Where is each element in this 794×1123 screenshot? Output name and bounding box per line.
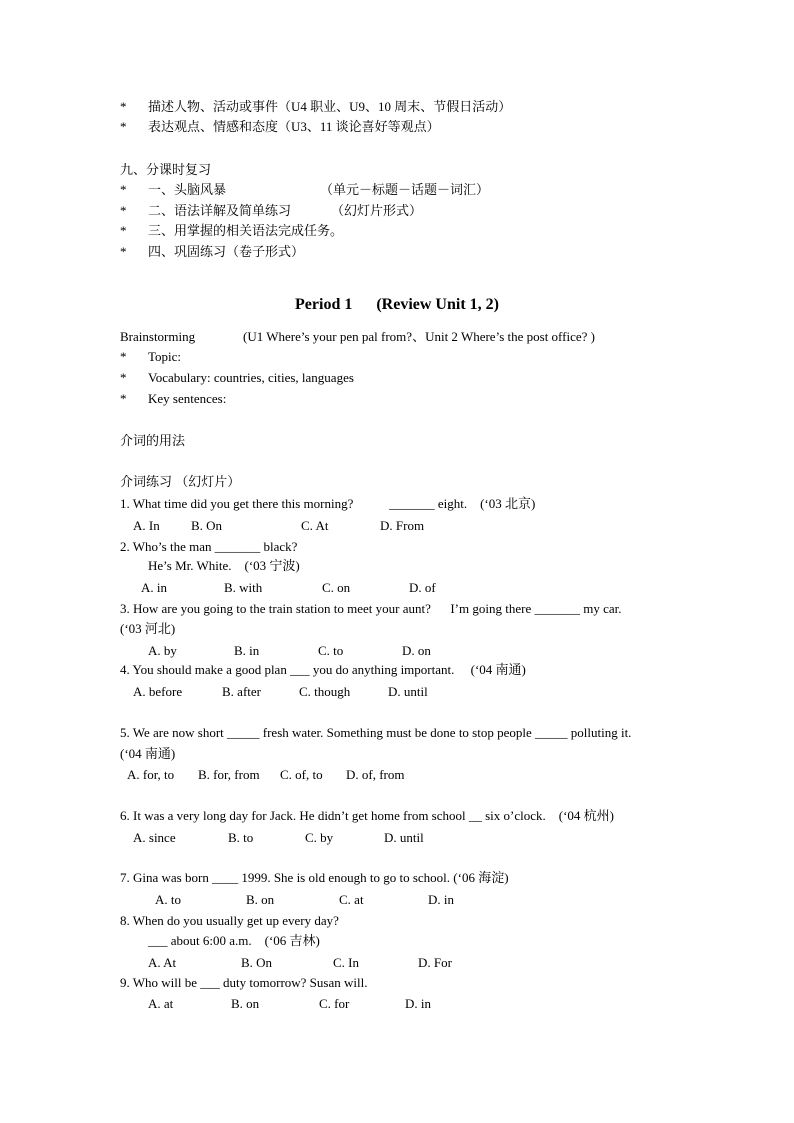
question-9: 9. Who will be ___ duty tomorrow? Susan will.: [120, 975, 368, 990]
option-b: B. on: [231, 996, 260, 1011]
option-b: B. with: [224, 580, 263, 595]
question-7: 7. Gina was born ____ 1999. She is old enough to go to school. (‘06 海淀): [120, 870, 509, 885]
option-c: C. of, to: [280, 767, 323, 782]
option-c: C. on: [322, 580, 351, 595]
period-title: Period 1 (Review Unit 1, 2): [295, 296, 499, 313]
option-a: A. since: [133, 830, 176, 845]
review-step-note: （幻灯片形式）: [331, 203, 423, 218]
key-sentences-item: Key sentences:: [148, 391, 227, 406]
bullet-text-describe: 描述人物、活动或事件（U4 职业、U9、10 周末、节假日活动）: [148, 99, 512, 114]
option-d: D. of: [409, 580, 436, 595]
brainstorm-label: Brainstorming: [120, 329, 196, 344]
option-c: C. to: [318, 643, 344, 658]
option-a: A. In: [133, 518, 160, 533]
option-d: D. on: [402, 643, 431, 658]
bullet-star: *: [120, 223, 127, 238]
review-step-label: 三、用掌握的相关语法完成任务。: [148, 223, 344, 238]
vocabulary-item: Vocabulary: countries, cities, languages: [148, 370, 354, 385]
option-b: B. On: [191, 518, 223, 533]
option-c: C. at: [339, 892, 364, 907]
option-d: D. in: [428, 892, 454, 907]
option-c: C. In: [333, 955, 359, 970]
question-5: 5. We are now short _____ fresh water. Something must be done to stop people _____ polluting it.: [120, 725, 632, 740]
bullet-star: *: [120, 182, 127, 197]
bullet-star: *: [120, 349, 127, 364]
review-step-label: 四、巩固练习（卷子形式）: [148, 244, 305, 259]
prep-practice-heading: 介词练习 （幻灯片）: [120, 474, 241, 489]
option-a: A. by: [148, 643, 177, 658]
section-heading: 九、分课时复习: [120, 162, 212, 177]
option-c: C. though: [299, 684, 351, 699]
prep-usage-heading: 介词的用法: [120, 433, 186, 448]
option-d: D. in: [405, 996, 431, 1011]
review-step-label: 一、头脑风暴: [148, 182, 227, 197]
question-2-answer: He’s Mr. White. (‘03 宁波): [148, 558, 300, 573]
question-2: 2. Who’s the man _______ black?: [120, 539, 298, 554]
bullet-star: *: [120, 99, 127, 114]
question-5-source: (‘04 南通): [120, 746, 176, 761]
option-b: B. on: [246, 892, 275, 907]
option-d: D. until: [388, 684, 428, 699]
question-3: 3. How are you going to the train station to meet your aunt? I’m going there _______ my car.: [120, 601, 622, 616]
bullet-star: *: [120, 370, 127, 385]
bullet-star: *: [120, 391, 127, 406]
topic-item: Topic:: [148, 349, 182, 364]
option-c: C. by: [305, 830, 334, 845]
option-c: C. At: [301, 518, 329, 533]
option-d: D. until: [384, 830, 424, 845]
bullet-text-opinion: 表达观点、情感和态度（U3、11 谈论喜好等观点）: [148, 119, 440, 134]
bullet-star: *: [120, 244, 127, 259]
option-b: B. to: [228, 830, 254, 845]
option-b: B. On: [241, 955, 273, 970]
option-b: B. for, from: [198, 767, 260, 782]
bullet-star: *: [120, 119, 127, 134]
question-3-source: (‘03 河北): [120, 621, 176, 636]
question-8-answer: ___ about 6:00 a.m. (‘06 吉林): [148, 933, 320, 948]
option-a: A. to: [155, 892, 181, 907]
option-a: A. at: [148, 996, 174, 1011]
question-4: 4. You should make a good plan ___ you do anything important. (‘04 南通): [120, 662, 526, 677]
question-1: 1. What time did you get there this morning? _______ eight. (‘03 北京): [120, 496, 536, 511]
question-8: 8. When do you usually get up every day?: [120, 913, 339, 928]
option-b: B. in: [234, 643, 260, 658]
bullet-star: *: [120, 203, 127, 218]
option-a: A. At: [148, 955, 177, 970]
question-6: 6. It was a very long day for Jack. He didn’t get home from school __ six o’clock. (‘04 杭州): [120, 808, 615, 823]
option-a: A. before: [133, 684, 183, 699]
brainstorm-note: (U1 Where’s your pen pal from?、Unit 2 Where’s the post office? ): [243, 329, 595, 344]
review-step-label: 二、语法详解及简单练习: [148, 203, 292, 218]
option-d: D. For: [418, 955, 452, 970]
review-step-note: （单元－标题－话题－词汇）: [320, 182, 490, 197]
option-a: A. for, to: [127, 767, 175, 782]
option-d: D. From: [380, 518, 425, 533]
option-b: B. after: [222, 684, 261, 699]
option-c: C. for: [319, 996, 350, 1011]
option-a: A. in: [141, 580, 167, 595]
option-d: D. of, from: [346, 767, 405, 782]
